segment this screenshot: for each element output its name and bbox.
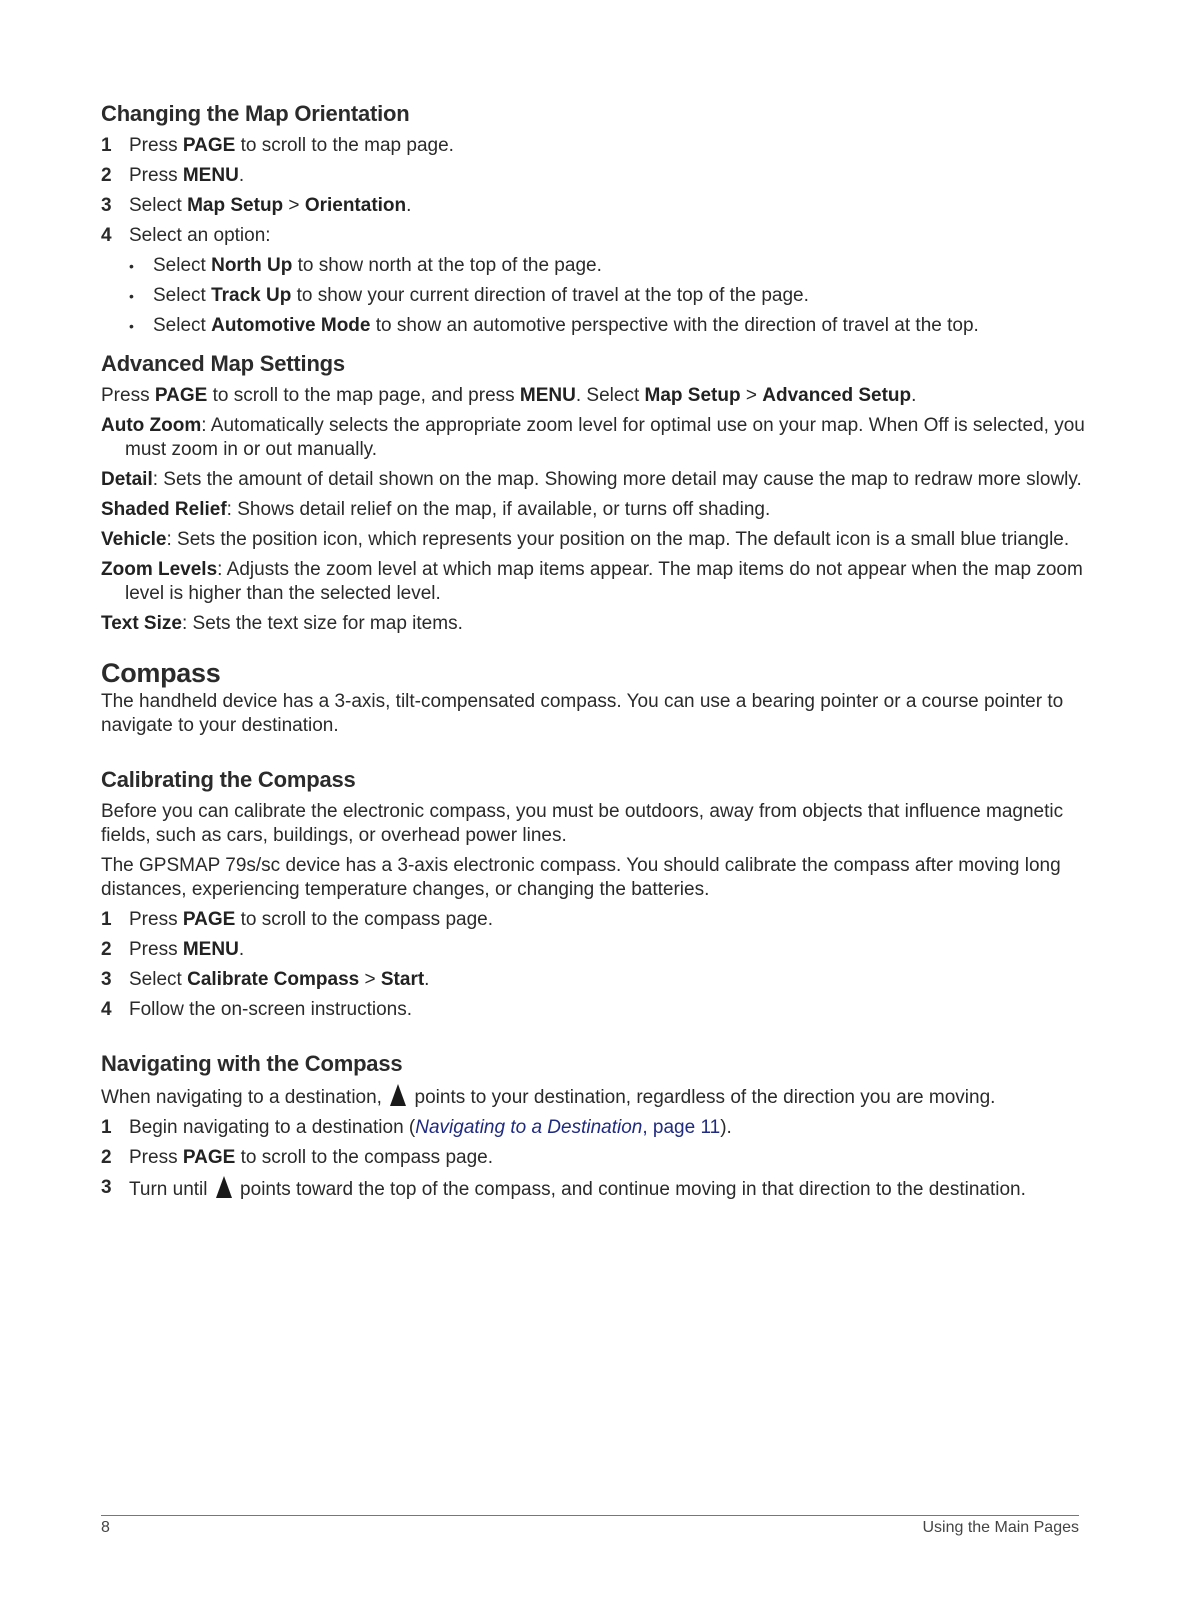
step-number: 3	[101, 969, 112, 990]
calibrating-step-4: 4 Follow the on-screen instructions.	[101, 999, 413, 1020]
orientation-step-3: 3 Select Map Setup > Orientation.	[101, 195, 412, 216]
definition-text-size: Text Size: Sets the text size for map items.	[101, 613, 463, 634]
definition-zoom-levels: Zoom Levels: Adjusts the zoom level at which map items appear. The map items do not appear when the map zoom level is higher than the selected level.	[101, 559, 1083, 604]
step-number: 2	[101, 939, 112, 960]
calibrating-step-1: 1 Press PAGE to scroll to the compass page.	[101, 909, 493, 930]
bullet-icon: •	[129, 258, 134, 274]
bullet-icon: •	[129, 288, 134, 304]
navigating-step-2: 2 Press PAGE to scroll to the compass page.	[101, 1147, 493, 1168]
navigating-intro: When navigating to a destination, points to your destination, regardless of the direction you are moving.	[101, 1084, 1086, 1110]
section-heading-navigating: Navigating with the Compass	[101, 1051, 403, 1076]
orientation-step-2: 2 Press MENU.	[101, 165, 245, 186]
navigating-step-1: 1 Begin navigating to a destination (Navigating to a Destination, page 11).	[101, 1117, 732, 1138]
page-content	[101, 100, 1086, 1208]
chapter-heading-compass: Compass	[101, 658, 221, 688]
advanced-intro: Press PAGE to scroll to the map page, and press MENU. Select Map Setup > Advanced Setup.	[101, 385, 917, 406]
navigating-step-3: 3 Turn until points toward the top of the compass, and continue moving in that direction to the destination.	[101, 1177, 1026, 1200]
calibrating-step-2: 2 Press MENU.	[101, 939, 245, 960]
step-number: 1	[101, 135, 112, 156]
calibrating-paragraph-2: The GPSMAP 79s/sc device has a 3-axis electronic compass. You should calibrate the compass after moving long distances, experiencing temperature changes, or changing the batteries.	[101, 855, 1061, 900]
step-number: 2	[101, 1147, 112, 1168]
step-number: 4	[101, 999, 112, 1020]
compass-intro: The handheld device has a 3-axis, tilt-compensated compass. You can use a bearing pointer or a course pointer to navigate to your destination.	[101, 691, 1064, 736]
section-heading-advanced: Advanced Map Settings	[101, 351, 345, 376]
step-number: 3	[101, 195, 112, 216]
step-number: 1	[101, 909, 112, 930]
definition-detail: Detail: Sets the amount of detail shown on the map. Showing more detail may cause the map to redraw more slowly.	[101, 469, 1082, 490]
orientation-step-1: 1 Press PAGE to scroll to the map page.	[101, 135, 454, 156]
step-number: 1	[101, 1117, 112, 1138]
page-number: 8	[101, 1519, 110, 1536]
orientation-option-track-up: • Select Track Up to show your current direction of travel at the top of the page.	[129, 285, 809, 306]
definition-auto-zoom: Auto Zoom: Automatically selects the appropriate zoom level for optimal use on your map. When Off is selected, you must zoom in or out manually.	[101, 415, 1085, 460]
page-reference-link[interactable]: page 11	[652, 1117, 721, 1138]
step-number: 3	[101, 1177, 112, 1198]
page-footer	[101, 1515, 1079, 1536]
definition-vehicle: Vehicle: Sets the position icon, which represents your position on the map. The default icon is a small blue triangle.	[101, 529, 1070, 550]
step-number: 4	[101, 225, 112, 246]
bullet-icon: •	[129, 318, 134, 334]
calibrating-step-3: 3 Select Calibrate Compass > Start.	[101, 969, 430, 990]
calibrating-paragraph-1: Before you can calibrate the electronic compass, you must be outdoors, away from objects that influence magnetic fields, such as cars, buildings, or overhead power lines.	[101, 801, 1064, 846]
definition-shaded-relief: Shaded Relief: Shows detail relief on the map, if available, or turns off shading.	[101, 499, 771, 520]
section-heading-orientation: Changing the Map Orientation	[101, 101, 410, 126]
footer-section-title: Using the Main Pages	[922, 1519, 1079, 1536]
orientation-step-4: 4 Select an option:	[101, 225, 271, 246]
section-heading-calibrating: Calibrating the Compass	[101, 767, 356, 792]
bearing-pointer-icon	[390, 1084, 406, 1106]
orientation-option-automotive: • Select Automotive Mode to show an automotive perspective with the direction of travel at the top.	[129, 315, 979, 336]
cross-reference-link[interactable]: Navigating to a Destination	[415, 1117, 643, 1138]
orientation-option-north-up: • Select North Up to show north at the top of the page.	[129, 255, 602, 276]
bearing-pointer-icon	[216, 1176, 232, 1198]
step-number: 2	[101, 165, 112, 186]
